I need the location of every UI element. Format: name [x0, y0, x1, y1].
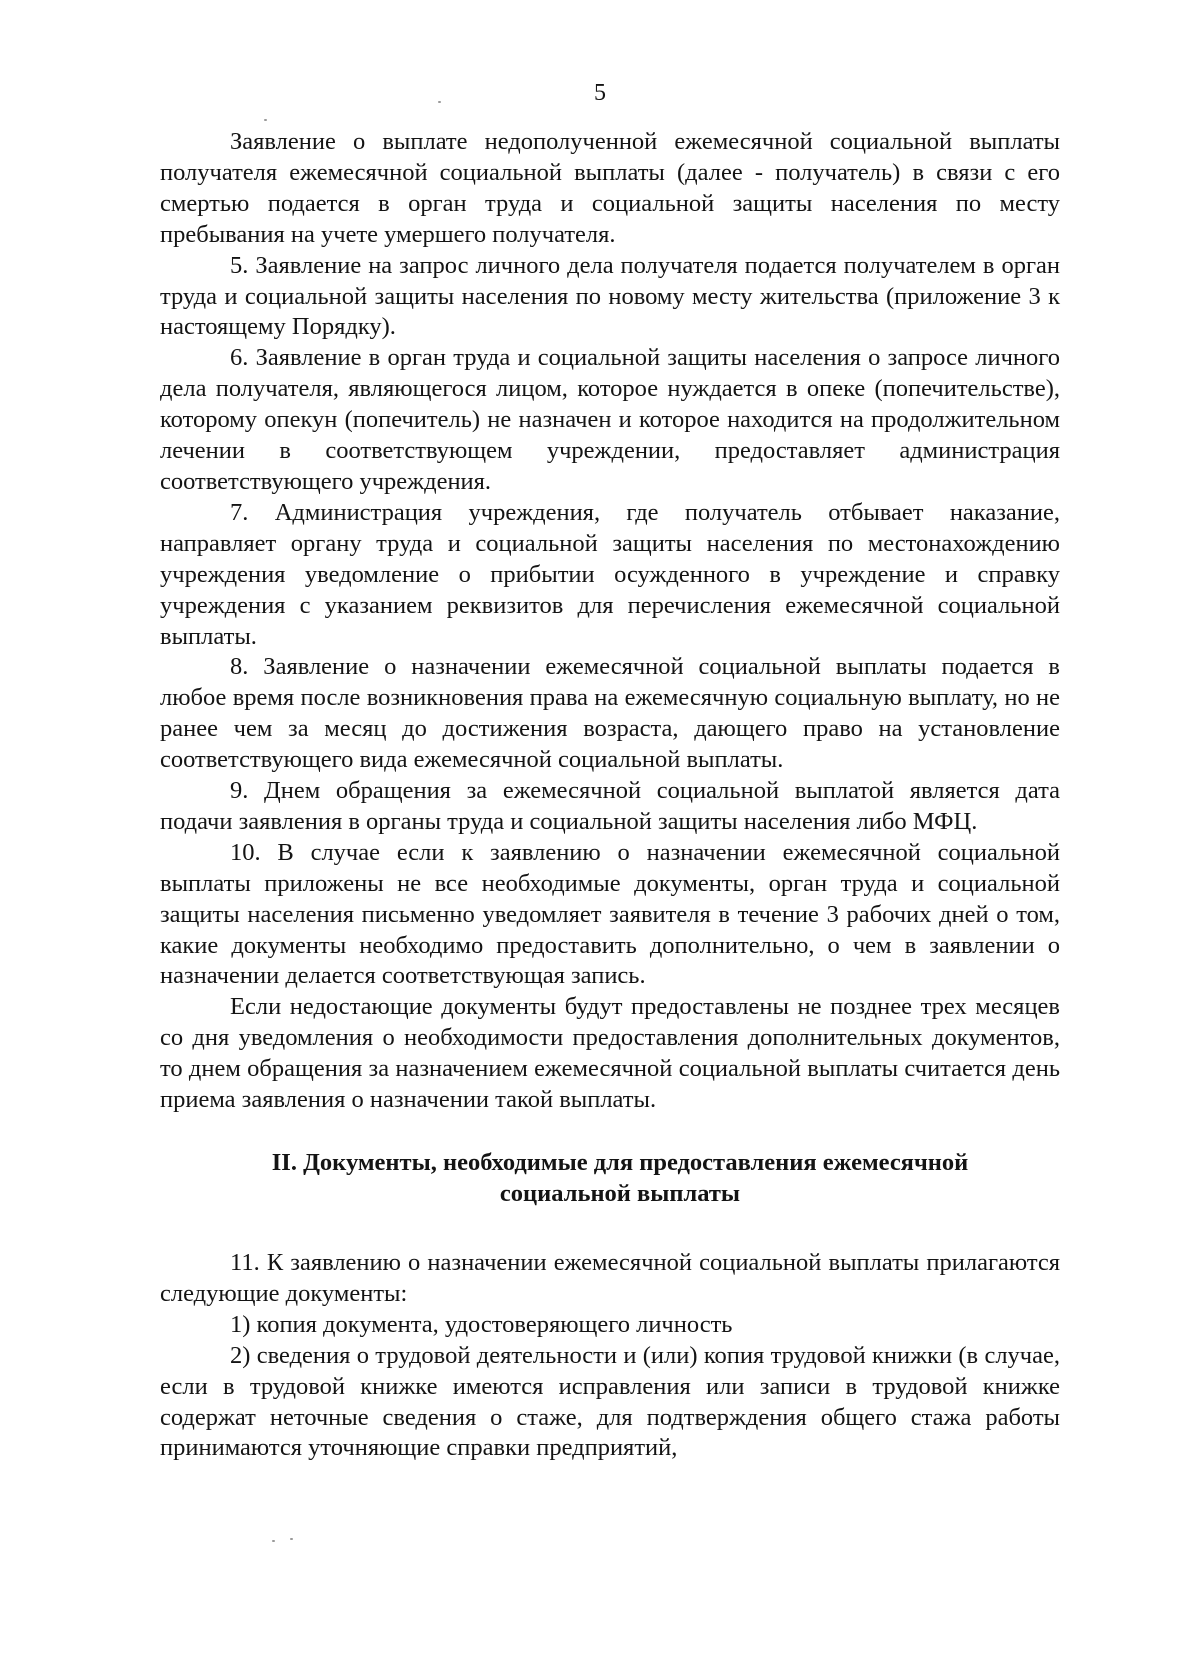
page-number: 5	[594, 80, 606, 106]
scan-speck	[272, 1540, 275, 1542]
paragraph: Заявление о выплате недополученной ежемесячной социальной выплаты получателя ежемесячной социальной выплаты (далее - получатель) в связи с его смертью подается в орган труда и социальной защиты населения по месту пребывания на учете умершего получателя.	[160, 128, 1060, 248]
scan-speck	[264, 119, 267, 121]
paragraph: 8. Заявление о назначении ежемесячной социальной выплаты подается в любое время после возникновения права на ежемесячную социальную выплату, но не ранее чем за месяц до достижения возраста, дающего право на установление соответствующего вида ежемесячной социальной выплаты.	[160, 653, 1060, 774]
list-item: 2) сведения о трудовой деятельности и (или) копия трудовой книжки (в случае, если в трудовой книжке имеются исправления или записи в трудовой книжке содержат неточные сведения о стаже, для подтверждения общего стажа работы принимаются уточняющие справки предприятий,	[160, 1341, 1060, 1462]
paragraph: 7. Администрация учреждения, где получатель отбывает наказание, направляет органу труда и социальной защиты населения по местонахождению учреждения уведомление о прибытии осужденного в учреждение и справку учреждения с указанием реквизитов для перечисления ежемесячной социальной выплаты.	[160, 498, 1060, 650]
paragraph: 6. Заявление в орган труда и социальной защиты населения о запросе личного дела получателя, являющегося лицом, которое нуждается в опеке (попечительстве), которому опекун (попечитель) не назначен и которое находится на продолжительном лечении в соответствующем учреждении, предоставляет администрация соответствующего учреждения.	[160, 344, 1060, 495]
paragraph: 9. Днем обращения за ежемесячной социальной выплатой является дата подачи заявления в органы труда и социальной защиты населения либо МФЦ.	[160, 777, 1060, 835]
list-item: 1) копия документа, удостоверяющего личность	[230, 1310, 733, 1338]
paragraph: Если недостающие документы будут предоставлены не позднее трех месяцев со дня уведомления о необходимости предоставления дополнительных документов, то днем обращения за назначением ежемесячной социальной выплаты считается день приема заявления о назначении такой выплаты.	[160, 993, 1060, 1114]
paragraph: 11. К заявлению о назначении ежемесячной социальной выплаты прилагаются следующие документы:	[160, 1249, 1060, 1307]
paragraph: 5. Заявление на запрос личного дела получателя подается получателем в орган труда и социальной защиты населения по новому месту жительства (приложение 3 к настоящему Порядку).	[160, 251, 1060, 341]
paragraph: 10. В случае если к заявлению о назначении ежемесячной социальной выплаты приложены не все необходимые документы, орган труда и социальной защиты населения письменно уведомляет заявителя в течение 3 рабочих дней о том, какие документы необходимо предоставить дополнительно, о чем в заявлении о назначении делается соответствующая запись.	[160, 838, 1060, 990]
scan-speck	[290, 1538, 293, 1540]
document-body	[160, 127, 1060, 1464]
scan-speck	[438, 101, 441, 103]
section-heading: II. Документы, необходимые для предоставления ежемесячной социальной выплаты	[271, 1149, 969, 1207]
